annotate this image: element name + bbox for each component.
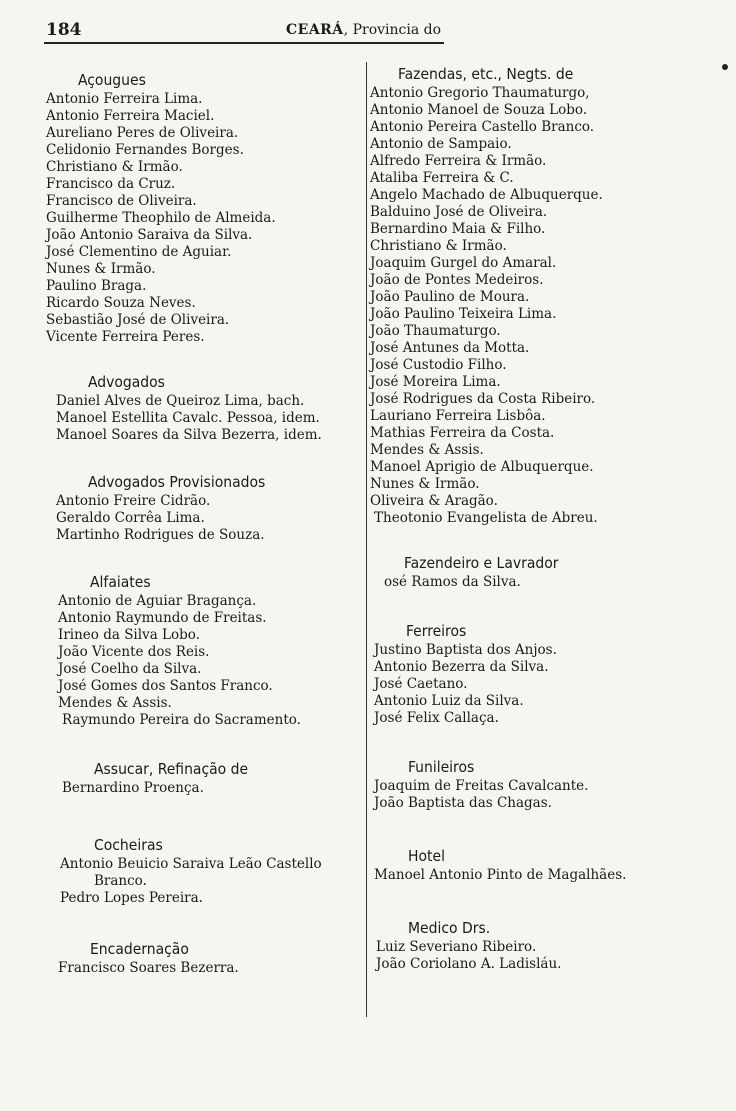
page-title-rest: , Provincia do [343, 22, 442, 38]
list-item: João Baptista das Chagas. [374, 795, 552, 811]
list-item: Antonio Beuicio Saraiva Leão Castello [60, 856, 322, 872]
list-item: Antonio Freire Cidrão. [56, 493, 211, 509]
section-heading: Fazendeiro e Lavrador [404, 554, 559, 572]
list-item: Guilherme Theophilo de Almeida. [46, 210, 276, 226]
section-ferreiros [370, 621, 690, 727]
list-item: João Paulino de Moura. [370, 289, 530, 305]
list-item: Lauriano Ferreira Lisbôa. [370, 408, 546, 424]
list-item: Aureliano Peres de Oliveira. [46, 125, 239, 141]
list-item: Antonio Ferreira Maciel. [46, 108, 215, 124]
list-item: José Caetano. [374, 676, 468, 692]
list-item: Luiz Severiano Ribeiro. [376, 939, 537, 955]
list-item: Angelo Machado de Albuquerque. [370, 187, 603, 203]
list-item: Manoel Aprigio de Albuquerque. [370, 459, 594, 475]
list-item: Bernardino Maia & Filho. [370, 221, 546, 237]
list-item: Martinho Rodrigues de Souza. [56, 527, 265, 543]
list-item: José Antunes da Motta. [370, 340, 530, 356]
list-item: Manoel Estellita Cavalc. Pessoa, idem. [56, 410, 320, 426]
list-item: Christiano & Irmão. [370, 238, 507, 254]
list-item: João Coriolano A. Ladisláu. [376, 956, 562, 972]
list-item: Pedro Lopes Pereira. [60, 890, 203, 906]
list-item: Irineo da Silva Lobo. [58, 627, 200, 643]
list-item: João Vicente dos Reis. [58, 644, 210, 660]
list-item: Manoel Antonio Pinto de Magalhães. [374, 867, 627, 883]
list-item: José Custodio Filho. [370, 357, 507, 373]
list-item: Alfredo Ferreira & Irmão. [370, 153, 547, 169]
section-heading: Medico Drs. [408, 919, 491, 937]
page-header [46, 20, 442, 42]
section-heading: Fazendas, etc., Negts. de [398, 65, 574, 83]
section-heading: Assucar, Refinação de [94, 760, 249, 778]
list-item: Celidonio Fernandes Borges. [46, 142, 244, 158]
list-item: Balduino José de Oliveira. [370, 204, 548, 220]
list-item: osé Ramos da Silva. [384, 574, 521, 590]
list-item: João de Pontes Medeiros. [370, 272, 544, 288]
list-item: João Thaumaturgo. [370, 323, 501, 339]
list-item: Antonio de Sampaio. [370, 136, 512, 152]
list-item: Ataliba Ferreira & C. [370, 170, 514, 186]
section-heading: Advogados [88, 373, 165, 391]
list-item: Branco. [94, 873, 147, 889]
header-rule [44, 42, 444, 44]
right-column [370, 58, 690, 973]
list-item: José Clementino de Aguiar. [46, 244, 232, 260]
list-item: Francisco Soares Bezerra. [58, 960, 239, 976]
list-item: Christiano & Irmão. [46, 159, 183, 175]
list-item: José Felix Callaça. [374, 710, 499, 726]
list-item: Antonio Raymundo de Freitas. [58, 610, 267, 626]
list-item: Francisco de Oliveira. [46, 193, 197, 209]
list-item: Mathias Ferreira da Costa. [370, 425, 555, 441]
section-medico [370, 918, 690, 973]
section-cocheiras [46, 835, 364, 907]
section-assucar [46, 759, 364, 797]
list-item: Antonio Bezerra da Silva. [374, 659, 549, 675]
section-heading: Hotel [408, 847, 445, 865]
list-item: Joaquim de Freitas Cavalcante. [374, 778, 589, 794]
margin-dot [722, 64, 728, 70]
section-heading: Funileiros [408, 758, 475, 776]
list-item: Manoel Soares da Silva Bezerra, idem. [56, 427, 322, 443]
list-item: Antonio Luiz da Silva. [374, 693, 524, 709]
list-item: Antonio Pereira Castello Branco. [370, 119, 595, 135]
list-item: Mendes & Assis. [370, 442, 484, 458]
list-item: Mendes & Assis. [58, 695, 172, 711]
section-advogados-provisionados [46, 472, 364, 544]
list-item: Paulino Braga. [46, 278, 147, 294]
list-item: José Rodrigues da Costa Ribeiro. [370, 391, 596, 407]
page-number: 184 [46, 20, 82, 40]
section-heading: Cocheiras [94, 836, 163, 854]
list-item: Justino Baptista dos Anjos. [374, 642, 557, 658]
section-heading: Açougues [78, 71, 146, 89]
section-heading: Alfaiates [90, 573, 151, 591]
section-heading: Ferreiros [406, 622, 467, 640]
list-item: Geraldo Corrêa Lima. [56, 510, 205, 526]
section-funileiros [370, 757, 690, 812]
section-hotel [370, 846, 690, 884]
section-fazendas [370, 64, 690, 527]
list-item: Theotonio Evangelista de Abreu. [374, 510, 598, 526]
left-column [46, 58, 364, 977]
column-divider [366, 62, 367, 1017]
section-advogados [46, 372, 364, 444]
list-item: Vicente Ferreira Peres. [46, 329, 205, 345]
list-item: Sebastião José de Oliveira. [46, 312, 230, 328]
list-item: Raymundo Pereira do Sacramento. [62, 712, 301, 728]
section-alfaiates [46, 572, 364, 729]
section-heading: Advogados Provisionados [88, 473, 266, 491]
section-heading: Encadernação [90, 940, 189, 958]
list-item: Francisco da Cruz. [46, 176, 176, 192]
list-item: José Moreira Lima. [370, 374, 501, 390]
list-item: Bernardino Proença. [62, 780, 204, 796]
page-title-state: CEARÁ [286, 22, 344, 38]
list-item: João Antonio Saraiva da Silva. [46, 227, 253, 243]
list-item: Nunes & Irmão. [370, 476, 480, 492]
section-fazendeiro [370, 553, 690, 591]
section-acougues [46, 70, 364, 346]
list-item: Ricardo Souza Neves. [46, 295, 196, 311]
list-item: Oliveira & Aragão. [370, 493, 498, 509]
list-item: Antonio Gregorio Thaumaturgo, [370, 85, 590, 101]
list-item: João Paulino Teixeira Lima. [370, 306, 557, 322]
list-item: Antonio de Aguiar Bragança. [58, 593, 257, 609]
list-item: Antonio Ferreira Lima. [46, 91, 203, 107]
list-item: Joaquim Gurgel do Amaral. [370, 255, 557, 271]
list-item: Daniel Alves de Queiroz Lima, bach. [56, 393, 305, 409]
page-title [286, 22, 441, 38]
list-item: José Coelho da Silva. [58, 661, 202, 677]
list-item: Antonio Manoel de Souza Lobo. [370, 102, 588, 118]
list-item: Nunes & Irmão. [46, 261, 156, 277]
list-item: José Gomes dos Santos Franco. [58, 678, 273, 694]
section-encadernacao [46, 939, 364, 977]
